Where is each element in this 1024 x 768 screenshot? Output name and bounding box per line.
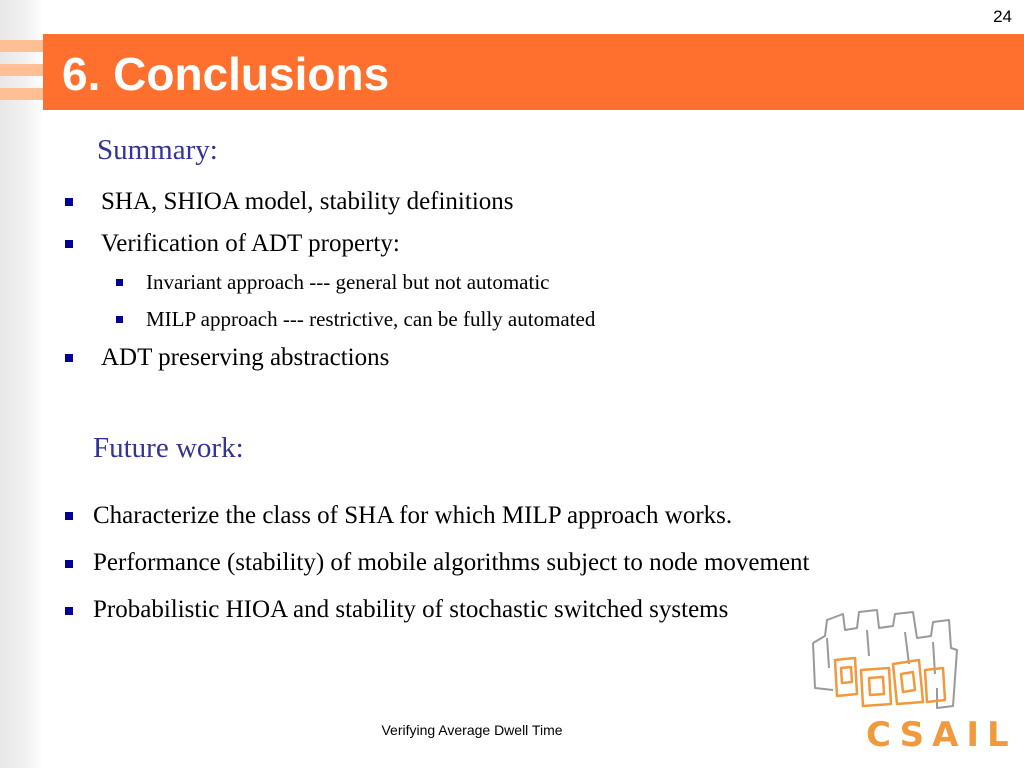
footer-text: Verifying Average Dwell Time xyxy=(381,722,563,738)
summary-item: SHA, SHIOA model, stability definitions xyxy=(101,188,514,215)
summary-item: ADT preserving abstractions xyxy=(101,344,390,371)
bullet-icon xyxy=(65,560,73,568)
csail-building-icon xyxy=(805,608,970,718)
future-work-item: Characterize the class of SHA for which MILP approach works. xyxy=(93,502,733,529)
page-number: 24 xyxy=(993,7,1012,26)
summary-item: Verification of ADT property: xyxy=(101,230,400,257)
csail-logo-text: CSAIL xyxy=(866,715,1017,755)
bullet-icon xyxy=(65,240,73,248)
future-work-item: Performance (stability) of mobile algorithms subject to node movement xyxy=(93,549,810,576)
decor-square xyxy=(0,40,43,52)
summary-subitem: MILP approach --- restrictive, can be fully automated xyxy=(146,307,596,331)
decor-square xyxy=(0,88,43,100)
future-work-heading: Future work: xyxy=(93,432,244,464)
slide-title: 6. Conclusions xyxy=(62,48,390,100)
summary-subitem: Invariant approach --- general but not automatic xyxy=(146,270,550,294)
bullet-icon xyxy=(65,512,73,520)
future-work-item: Probabilistic HIOA and stability of stochastic switched systems xyxy=(93,596,729,623)
bullet-icon xyxy=(65,607,73,615)
bullet-icon xyxy=(65,354,73,362)
summary-heading: Summary: xyxy=(97,134,218,166)
bullet-icon xyxy=(116,316,123,323)
left-decor-strip xyxy=(0,0,43,768)
decor-square xyxy=(0,64,43,76)
bullet-icon xyxy=(65,198,73,206)
bullet-icon xyxy=(116,279,123,286)
